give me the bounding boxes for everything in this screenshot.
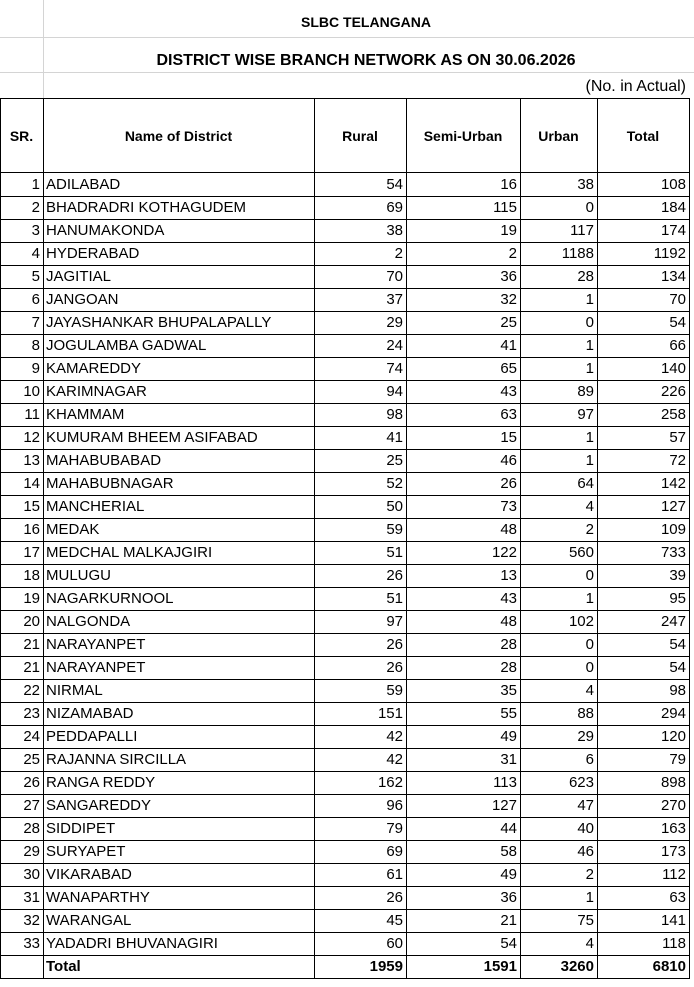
table-cell-urban: 1188 [561,245,594,262]
table-cell-district: SANGAREDDY [46,797,152,814]
table-cell-total: 109 [660,521,686,538]
table-cell-sr: 6 [31,291,40,308]
table-cell-district: NAGARKURNOOL [46,590,174,607]
table-cell-semi-urban: 41 [500,337,517,354]
table-cell-sr: 1 [31,176,40,193]
table-cell-rural: 42 [386,751,403,768]
table-cell-total: 72 [669,452,686,469]
table-cell-urban: 6 [585,751,594,768]
table-cell-rural: 29 [386,314,403,331]
column-header-district: Name of District [124,128,233,144]
table-cell-rural: 26 [386,659,403,676]
table-cell-total: 118 [662,935,686,952]
title-gridline [0,37,694,38]
table-cell-district: MANCHERIAL [46,498,145,515]
unit-note: (No. in Actual) [585,78,686,95]
table-cell-district: PEDDAPALLI [46,728,138,745]
table-cell-rural: 69 [386,843,403,860]
table-cell-urban: 623 [568,774,594,791]
table-cell-total: 39 [669,567,686,584]
table-cell-total: 258 [660,406,686,423]
table-cell-rural: 97 [386,613,403,630]
table-cell-urban: 1 [585,291,594,308]
table-cell-district: KARIMNAGAR [46,383,147,400]
table-cell-total: 66 [669,337,686,354]
table-cell-rural: 37 [386,291,403,308]
table-cell-sr: 11 [24,406,40,423]
table-cell-district: MEDAK [46,521,100,538]
table-cell-district: YADADRI BHUVANAGIRI [46,935,218,952]
table-cell-sr: 4 [31,245,40,262]
table-cell-semi-urban: 49 [500,728,517,745]
table-cell-district: KUMURAM BHEEM ASIFABAD [46,429,258,446]
table-cell-sr: 30 [23,866,40,883]
table-cell-sr: 3 [31,222,40,239]
table-cell-semi-urban: 43 [500,383,517,400]
table-cell-total: 112 [662,866,686,883]
table-cell-rural: 26 [386,636,403,653]
table-cell-sr: 18 [23,567,40,584]
column-border [406,98,407,979]
table-cell-district: NIZAMABAD [46,705,134,722]
table-cell-total: 173 [660,843,686,860]
table-cell-urban: 38 [577,176,594,193]
table-cell-sr: 27 [23,797,40,814]
table-cell-district: KAMAREDDY [46,360,142,377]
table-cell-urban: 4 [585,498,594,515]
column-header-semi-urban: Semi-Urban [423,128,503,144]
table-cell-urban: 560 [568,544,594,561]
table-cell-rural: 98 [386,406,403,423]
table-cell-sr: 25 [23,751,40,768]
table-cell-total: 140 [660,360,686,377]
table-cell-district: HANUMAKONDA [46,222,165,239]
table-cell-sr: 5 [31,268,40,285]
table-cell-semi-urban: 19 [500,222,517,239]
column-border [520,98,521,979]
table-cell-rural: 79 [386,820,403,837]
table-cell-total: 108 [660,176,686,193]
table-cell-district: VIKARABAD [46,866,132,883]
table-cell-urban: 0 [585,314,594,331]
table-cell-district: WARANGAL [46,912,132,929]
table-cell-rural: 74 [386,360,403,377]
table-cell-rural: 59 [386,521,403,538]
table-cell-sr: 14 [23,475,40,492]
table-cell-rural: 69 [386,199,403,216]
table-bottom-border [0,978,690,979]
table-cell-district: MEDCHAL MALKAJGIRI [46,544,213,561]
table-cell-district: MAHABUBNAGAR [46,475,174,492]
table-cell-semi-urban: 32 [500,291,517,308]
table-cell-semi-urban: 127 [491,797,517,814]
table-cell-sr: 28 [23,820,40,837]
table-cell-total: 163 [660,820,686,837]
table-cell-total: 142 [660,475,686,492]
table-cell-district: SIDDIPET [46,820,116,837]
table-cell-urban: 4 [585,935,594,952]
table-cell-semi-urban: 49 [500,866,517,883]
table-cell-urban: 0 [585,636,594,653]
table-cell-total: 95 [669,590,686,607]
table-cell-urban: 102 [568,613,594,630]
table-cell-sr: 21 [23,659,40,676]
table-cell-urban: 89 [577,383,594,400]
table-cell-rural: 50 [386,498,403,515]
table-cell-urban: 97 [577,406,594,423]
table-cell-district: NARAYANPET [46,659,146,676]
table-cell-sr: 7 [31,314,40,331]
table-cell-semi-urban: 73 [500,498,517,515]
table-cell-urban: 47 [577,797,594,814]
table-cell-total: 247 [660,613,686,630]
table-cell-district: BHADRADRI KOTHAGUDEM [46,199,247,216]
table-cell-rural: 54 [386,176,403,193]
table-cell-sr: 21 [23,636,40,653]
table-cell-sr: 19 [23,590,40,607]
table-cell-urban: 75 [577,912,594,929]
table-cell-district: NARAYANPET [46,636,146,653]
table-cell-total: 127 [660,498,686,515]
table-cell-semi-urban: 55 [500,705,517,722]
table-cell-urban: 1 [585,429,594,446]
table-cell-semi-urban: 28 [500,636,517,653]
table-cell-urban: 40 [577,820,594,837]
table-cell-total: 1192 [653,245,686,262]
table-cell-total: 898 [660,774,686,791]
table-cell-semi-urban: 63 [500,406,517,423]
table-cell-urban: 46 [577,843,594,860]
table-cell-urban: 0 [585,567,594,584]
table-cell-semi-urban: 2 [508,245,517,262]
column-border [597,98,598,979]
table-cell-district: JAGITIAL [46,268,112,285]
table-cell-semi-urban: 13 [500,567,517,584]
table-cell-total: 134 [660,268,686,285]
column-header-sr: SR. [9,128,34,144]
table-cell-semi-urban: 43 [500,590,517,607]
table-cell-sr: 9 [31,360,40,377]
table-cell-total: 141 [660,912,686,929]
table-cell-urban: 1 [585,889,594,906]
table-cell-urban: 2 [585,866,594,883]
table-cell-sr: 31 [23,889,40,906]
table-cell-district: RAJANNA SIRCILLA [46,751,187,768]
table-cell-total: 226 [660,383,686,400]
table-cell-rural: 61 [386,866,403,883]
table-cell-district: JOGULAMBA GADWAL [46,337,207,354]
table-cell-semi-urban: 35 [500,682,517,699]
table-cell-rural: 38 [386,222,403,239]
totals-cell-urban: 3260 [560,958,594,975]
column-border [0,98,1,979]
table-cell-district: NALGONDA [46,613,131,630]
table-cell-semi-urban: 36 [500,889,517,906]
table-cell-semi-urban: 122 [491,544,517,561]
report-title: DISTRICT WISE BRANCH NETWORK AS ON 30.06.2026 [156,52,576,69]
totals-cell-label: Total [46,958,81,975]
table-cell-urban: 1 [585,452,594,469]
table-cell-urban: 117 [570,222,594,239]
table-cell-urban: 88 [577,705,594,722]
table-cell-district: WANAPARTHY [46,889,150,906]
table-cell-rural: 45 [386,912,403,929]
table-cell-sr: 23 [23,705,40,722]
table-cell-urban: 1 [585,337,594,354]
header-top-border [0,98,690,99]
table-cell-rural: 25 [386,452,403,469]
table-cell-urban: 0 [585,199,594,216]
table-cell-sr: 26 [23,774,40,791]
table-cell-district: MULUGU [46,567,112,584]
table-cell-rural: 42 [386,728,403,745]
table-cell-rural: 162 [377,774,403,791]
table-cell-semi-urban: 25 [500,314,517,331]
table-cell-district: MAHABUBABAD [46,452,162,469]
table-cell-semi-urban: 16 [500,176,517,193]
column-border [43,98,44,979]
table-cell-sr: 20 [23,613,40,630]
table-cell-total: 98 [669,682,686,699]
table-cell-total: 54 [669,659,686,676]
table-cell-rural: 51 [386,590,403,607]
table-cell-sr: 32 [23,912,40,929]
table-cell-sr: 15 [23,498,40,515]
table-cell-sr: 10 [23,383,40,400]
table-cell-district: KHAMMAM [46,406,125,423]
totals-cell-semi-urban: 1591 [483,958,517,975]
table-cell-sr: 2 [31,199,40,216]
table-cell-total: 174 [660,222,686,239]
table-cell-district: RANGA REDDY [46,774,156,791]
table-cell-semi-urban: 26 [500,475,517,492]
table-cell-rural: 94 [386,383,403,400]
table-cell-sr: 33 [23,935,40,952]
table-cell-urban: 2 [585,521,594,538]
table-cell-district: NIRMAL [46,682,103,699]
table-cell-total: 79 [669,751,686,768]
table-cell-sr: 17 [23,544,40,561]
table-cell-semi-urban: 36 [500,268,517,285]
table-cell-sr: 24 [23,728,40,745]
table-cell-rural: 59 [386,682,403,699]
table-cell-urban: 29 [577,728,594,745]
table-cell-urban: 64 [577,475,594,492]
table-cell-total: 120 [660,728,686,745]
table-cell-rural: 41 [386,429,403,446]
table-cell-semi-urban: 15 [500,429,517,446]
table-cell-rural: 51 [386,544,403,561]
table-cell-urban: 1 [585,590,594,607]
table-cell-rural: 60 [386,935,403,952]
table-cell-semi-urban: 48 [500,521,517,538]
table-cell-rural: 26 [386,889,403,906]
table-cell-urban: 1 [585,360,594,377]
table-cell-rural: 24 [386,337,403,354]
table-cell-sr: 12 [23,429,40,446]
column-header-urban: Urban [538,128,579,144]
table-cell-sr: 8 [31,337,40,354]
table-cell-total: 63 [669,889,686,906]
table-cell-total: 57 [669,429,686,446]
table-cell-semi-urban: 48 [500,613,517,630]
column-header-rural: Rural [342,128,378,144]
column-border [314,98,315,979]
totals-cell-rural: 1959 [369,958,403,975]
table-cell-rural: 70 [386,268,403,285]
table-cell-semi-urban: 58 [500,843,517,860]
table-cell-total: 270 [660,797,686,814]
table-cell-district: HYDERABAD [46,245,140,262]
org-title: SLBC TELANGANA [301,14,431,30]
table-cell-sr: 22 [23,682,40,699]
table-cell-semi-urban: 31 [500,751,517,768]
table-cell-total: 70 [669,291,686,308]
table-cell-urban: 28 [577,268,594,285]
table-cell-semi-urban: 44 [500,820,517,837]
table-cell-district: JANGOAN [46,291,119,308]
table-cell-rural: 52 [386,475,403,492]
table-cell-urban: 4 [585,682,594,699]
title-gridline [43,0,44,98]
table-cell-total: 54 [669,636,686,653]
table-cell-district: SURYAPET [46,843,126,860]
table-cell-total: 733 [660,544,686,561]
table-cell-sr: 29 [23,843,40,860]
table-cell-semi-urban: 54 [500,935,517,952]
table-cell-sr: 16 [23,521,40,538]
table-cell-semi-urban: 113 [493,774,517,791]
table-cell-total: 294 [660,705,686,722]
table-cell-rural: 96 [386,797,403,814]
table-cell-rural: 26 [386,567,403,584]
table-cell-semi-urban: 46 [500,452,517,469]
table-cell-sr: 13 [23,452,40,469]
table-cell-district: JAYASHANKAR BHUPALAPALLY [46,314,272,331]
column-border [689,98,690,979]
title-gridline [0,72,694,73]
table-cell-semi-urban: 65 [500,360,517,377]
totals-cell-total: 6810 [652,958,686,975]
column-header-total: Total [626,128,660,144]
table-cell-total: 54 [669,314,686,331]
table-cell-rural: 151 [377,705,403,722]
table-cell-total: 184 [660,199,686,216]
table-cell-rural: 2 [394,245,403,262]
table-cell-semi-urban: 28 [500,659,517,676]
table-cell-semi-urban: 21 [500,912,517,929]
table-cell-district: ADILABAD [46,176,121,193]
table-cell-urban: 0 [585,659,594,676]
table-cell-semi-urban: 115 [493,199,517,216]
